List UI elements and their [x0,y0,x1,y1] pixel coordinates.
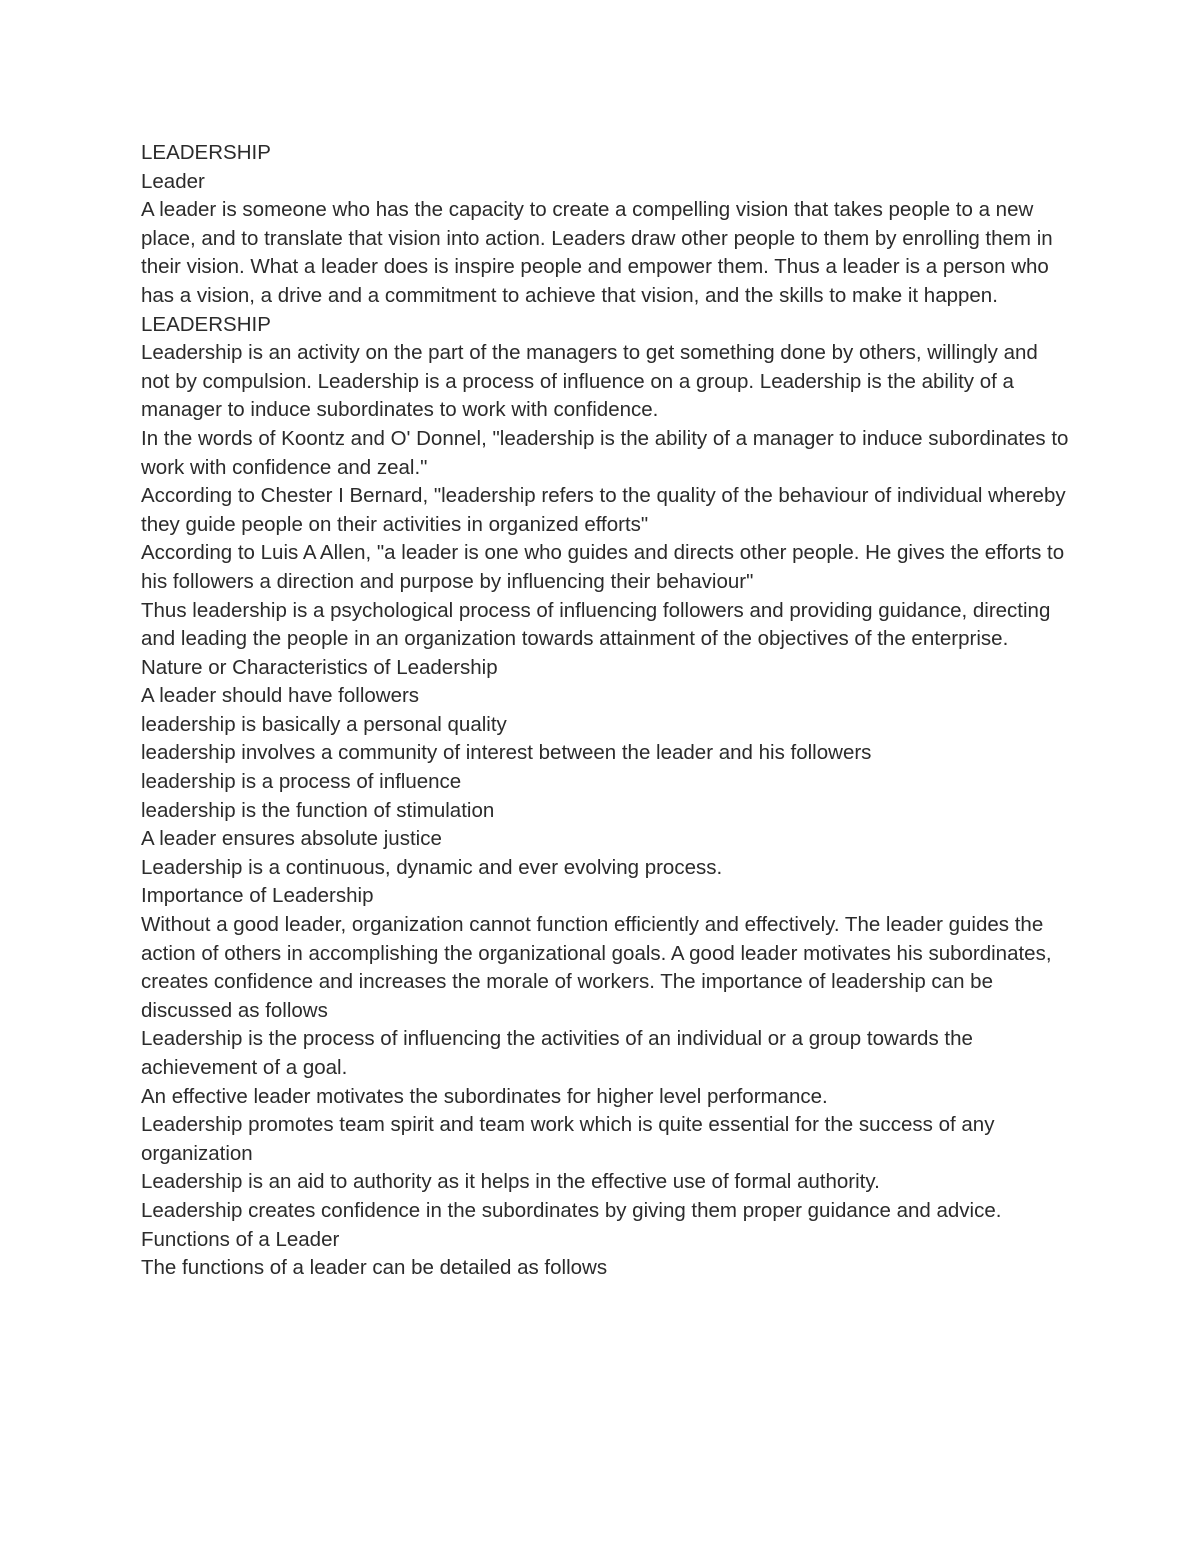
paragraph-functions-intro: The functions of a leader can be detailed as follows [141,1256,608,1280]
heading-leadership: LEADERSHIP [141,141,271,164]
quote-koontz: In the words of Koontz and O' Donnel, "leadership is the ability of a manager to induce subordinates to work with confidence and zeal." [141,426,1069,479]
list-item: leadership is the function of stimulation [141,798,495,822]
paragraph-leadership-definition: Leadership is an activity on the part of the managers to get something done by others, willingly and not by compulsion. Leadership is a process of influence on a group. Leadership is the ability of a manager to induce subordinates to work with confidence. [141,341,1038,422]
heading-leadership-2: LEADERSHIP [141,312,271,336]
quote-bernard: According to Chester I Bernard, "leadership refers to the quality of the behaviour of individual whereby they guide people on their activities in organized efforts" [141,484,1066,536]
list-item: Leadership is an aid to authority as it helps in the effective use of formal authority. [141,1170,880,1194]
quote-allen: According to Luis A Allen, "a leader is one who guides and directs other people. He gives the efforts to his followers a direction and purpose by influencing their behaviour" [141,541,1065,593]
heading-importance: Importance of Leadership [141,884,374,908]
list-item: leadership is a process of influence [141,770,462,794]
paragraph-summary: Thus leadership is a psychological process of influencing followers and providing guidance, directing and leading the people in an organization towards attainment of the objectives of the enterprise. [141,598,1051,651]
list-item: A leader ensures absolute justice [141,827,442,851]
list-item: Leadership promotes team spirit and team work which is quite essential for the success of any organization [141,1113,995,1165]
paragraph-leader-definition: A leader is someone who has the capacity to create a compelling vision that takes people to a new place, and to translate that vision into action. Leaders draw other people to them by enrolling them in their vision. What a leader does is inspire people and empower them. Thus a leader is a person who has a vision, a drive and a commitment to achieve that vision, and the skills to make it happen. [141,198,1053,307]
heading-nature: Nature or Characteristics of Leadership [141,655,498,679]
list-item: An effective leader motivates the subordinates for higher level performance. [141,1084,828,1108]
subheading-leader: Leader [141,169,205,193]
paragraph-importance: Without a good leader, organization cannot function efficiently and effectively. The leader guides the action of others in accomplishing the organizational goals. A good leader motivates his subordinates, creates confidence and increases the morale of workers. The importance of leadership can be discussed as follows [141,913,1052,1022]
heading-functions: Functions of a Leader [141,1227,340,1251]
list-item: Leadership is the process of influencing the activities of an individual or a group towards the achievement of a goal. [141,1027,973,1079]
list-item: A leader should have followers [141,684,420,708]
document-body [141,139,1071,1283]
list-item: Leadership is a continuous, dynamic and ever evolving process. [141,855,723,879]
list-item: leadership involves a community of interest between the leader and his followers [141,741,872,765]
list-item: leadership is basically a personal quality [141,712,507,736]
list-item: Leadership creates confidence in the subordinates by giving them proper guidance and advice. [141,1198,1002,1222]
